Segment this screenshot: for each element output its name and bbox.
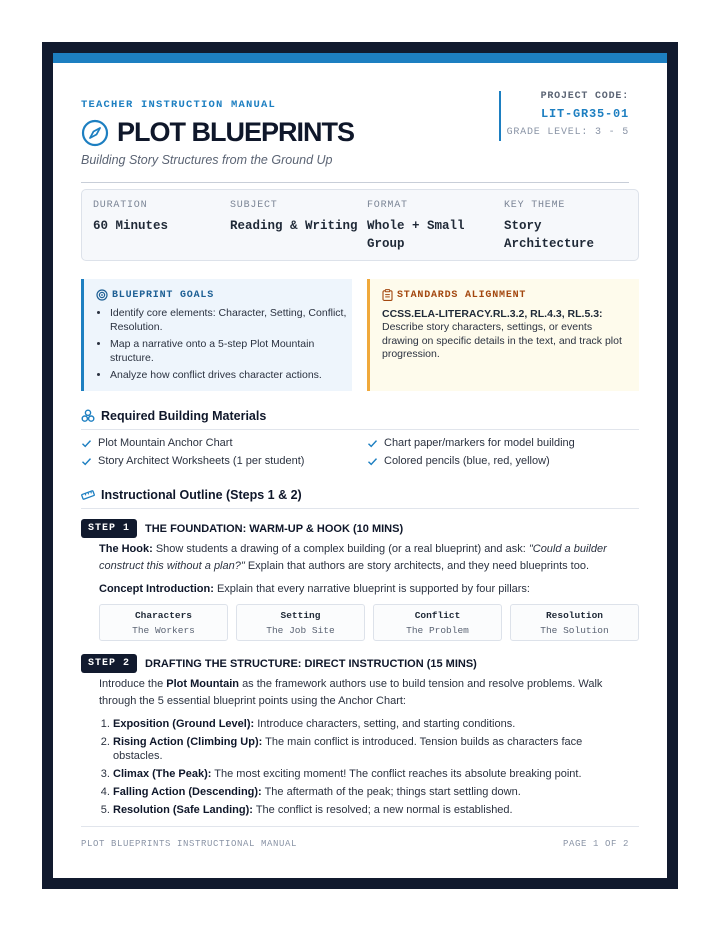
list-item xyxy=(113,717,629,731)
pillar-card-characters xyxy=(99,604,228,641)
meta-label: SUBJECT xyxy=(230,200,278,211)
hook-paragraph xyxy=(99,541,629,575)
project-info xyxy=(499,91,629,141)
pillar-name: Conflict xyxy=(414,610,461,621)
standards-heading-text: STANDARDS ALIGNMENT xyxy=(397,289,527,301)
meta-label: DURATION xyxy=(93,200,148,211)
pillar-name: Resolution xyxy=(545,610,603,621)
blocks-icon xyxy=(81,409,95,423)
blueprint-goals-box xyxy=(81,279,352,391)
clipboard-icon xyxy=(382,289,393,301)
point-label: Resolution (Safe Landing): xyxy=(113,804,253,816)
title-row xyxy=(81,117,354,148)
point-text: The main conflict is introduced. Tension builds as characters face obstacles. xyxy=(113,736,583,762)
material-text: Plot Mountain Anchor Chart xyxy=(98,437,233,449)
point-label: Rising Action (Climbing Up): xyxy=(113,736,263,748)
step-1-header xyxy=(81,519,403,538)
outline-heading-text: Instructional Outline (Steps 1 & 2) xyxy=(101,488,302,502)
check-icon xyxy=(367,456,378,467)
concept-text: Explain that every narrative blueprint is supported by four pillars: xyxy=(216,583,530,595)
header-divider xyxy=(81,182,629,183)
material-item xyxy=(81,455,304,467)
step-badge: STEP 2 xyxy=(81,654,137,673)
hook-text: Show students a drawing of a complex building (or a real blueprint) and ask: xyxy=(155,543,526,555)
goals-heading-text: BLUEPRINT GOALS xyxy=(112,289,215,301)
plot-points-list xyxy=(99,717,629,821)
concept-label: Concept Introduction: xyxy=(99,583,214,595)
document-frame xyxy=(42,42,678,889)
header xyxy=(53,63,667,185)
material-text: Chart paper/markers for model building xyxy=(384,437,575,449)
hook-quote: "Could a builder construct this without a plan?" xyxy=(99,543,607,572)
footer-divider xyxy=(81,826,639,827)
compass-icon xyxy=(81,119,109,147)
standards-alignment-box xyxy=(367,279,639,391)
meta-value: 60 Minutes xyxy=(93,219,169,233)
material-item xyxy=(367,437,575,449)
point-text: The most exciting moment! The conflict reaches its absolute breaking point. xyxy=(214,768,582,780)
pillar-card-setting xyxy=(236,604,365,641)
lesson-meta xyxy=(81,189,639,261)
materials-heading xyxy=(81,409,266,423)
point-text: The conflict is resolved; a new normal is established. xyxy=(255,804,513,816)
target-icon xyxy=(96,289,108,301)
material-text: Story Architect Worksheets (1 per student) xyxy=(98,455,305,467)
list-item: • Analyze how conflict drives character actions. xyxy=(110,369,348,383)
grade-level: GRADE LEVEL: 3 - 5 xyxy=(506,127,629,138)
meta-format xyxy=(367,200,497,253)
plot-mountain-intro xyxy=(99,676,629,710)
standards-description: Describe story characters, settings, or events drawing on specific details in the text, and track plot progression. xyxy=(382,321,622,360)
point-label: Exposition (Ground Level): xyxy=(113,718,255,730)
step-badge: STEP 1 xyxy=(81,519,137,538)
project-code: LIT-GR35-01 xyxy=(540,107,629,121)
section-divider xyxy=(81,429,639,430)
check-icon xyxy=(367,438,378,449)
footer-title: PLOT BLUEPRINTS INSTRUCTIONAL MANUAL xyxy=(81,839,298,849)
pillar-card-conflict xyxy=(373,604,502,641)
point-text: The aftermath of the peak; things start settling down. xyxy=(264,786,521,798)
meta-theme xyxy=(504,200,634,253)
page-title: PLOT BLUEPRINTS xyxy=(117,117,355,147)
hook-after: Explain that authors are story architects, and they need blueprints too. xyxy=(247,560,590,572)
material-item xyxy=(367,455,550,467)
material-text: Colored pencils (blue, red, yellow) xyxy=(384,455,550,467)
pillar-sub: The Job Site xyxy=(266,625,335,636)
materials-heading-text: Required Building Materials xyxy=(101,409,267,423)
meta-value: Whole + Small Group xyxy=(367,219,465,251)
point-label: Falling Action (Descending): xyxy=(113,786,262,798)
meta-label: FORMAT xyxy=(367,200,408,211)
list-item xyxy=(113,785,629,799)
check-icon xyxy=(81,456,92,467)
meta-subject xyxy=(230,200,360,235)
meta-duration xyxy=(93,200,223,235)
hook-label: The Hook: xyxy=(99,543,153,555)
list-item: • Identify core elements: Character, Setting, Conflict, Resolution. xyxy=(110,307,348,334)
ruler-icon xyxy=(81,488,95,502)
step-2-header xyxy=(81,654,477,673)
pillar-card-resolution xyxy=(510,604,639,641)
check-icon xyxy=(81,438,92,449)
point-label: Climax (The Peak): xyxy=(113,768,212,780)
intro-bold: Plot Mountain xyxy=(166,678,239,690)
pillar-sub: The Workers xyxy=(132,625,195,636)
section-divider xyxy=(81,508,639,509)
list-item: • Map a narrative onto a 5-step Plot Mountain structure. xyxy=(110,338,348,365)
list-item xyxy=(113,803,629,817)
material-item xyxy=(81,437,233,449)
goals-list xyxy=(96,307,348,387)
concept-paragraph xyxy=(99,581,629,598)
manual-page xyxy=(53,53,667,878)
pillar-name: Characters xyxy=(134,610,192,621)
page-subtitle: Building Story Structures from the Ground Up xyxy=(81,153,333,167)
intro-after: as the framework authors use to build tension and resolve problems. Walk through the 5 essential blueprint points using the Anchor Chart: xyxy=(99,678,603,707)
page-number: PAGE 1 OF 2 xyxy=(562,839,629,849)
outline-heading xyxy=(81,488,302,502)
project-code-label: PROJECT CODE: xyxy=(540,91,629,102)
meta-label: KEY THEME xyxy=(504,200,566,211)
meta-value: Story Architecture xyxy=(504,219,595,251)
pillar-sub: The Problem xyxy=(406,625,469,636)
intro-before: Introduce the xyxy=(99,678,164,690)
manual-kicker: TEACHER INSTRUCTION MANUAL xyxy=(81,99,277,111)
step-title: THE FOUNDATION: WARM-UP & HOOK (10 MINS) xyxy=(145,522,404,535)
step-title: DRAFTING THE STRUCTURE: DIRECT INSTRUCTION (15 MINS) xyxy=(145,657,477,670)
pillar-name: Setting xyxy=(280,610,321,621)
point-text: Introduce characters, setting, and starting conditions. xyxy=(257,718,516,730)
meta-value: Reading & Writing xyxy=(230,219,358,233)
goals-heading xyxy=(96,289,214,301)
standards-heading xyxy=(382,289,526,301)
list-item xyxy=(113,735,629,763)
top-accent-bar xyxy=(53,53,667,63)
list-item xyxy=(113,767,629,781)
standards-code: CCSS.ELA-LITERACY.RL.3.2, RL.4.3, RL.5.3: xyxy=(382,308,603,320)
pillar-sub: The Solution xyxy=(540,625,609,636)
